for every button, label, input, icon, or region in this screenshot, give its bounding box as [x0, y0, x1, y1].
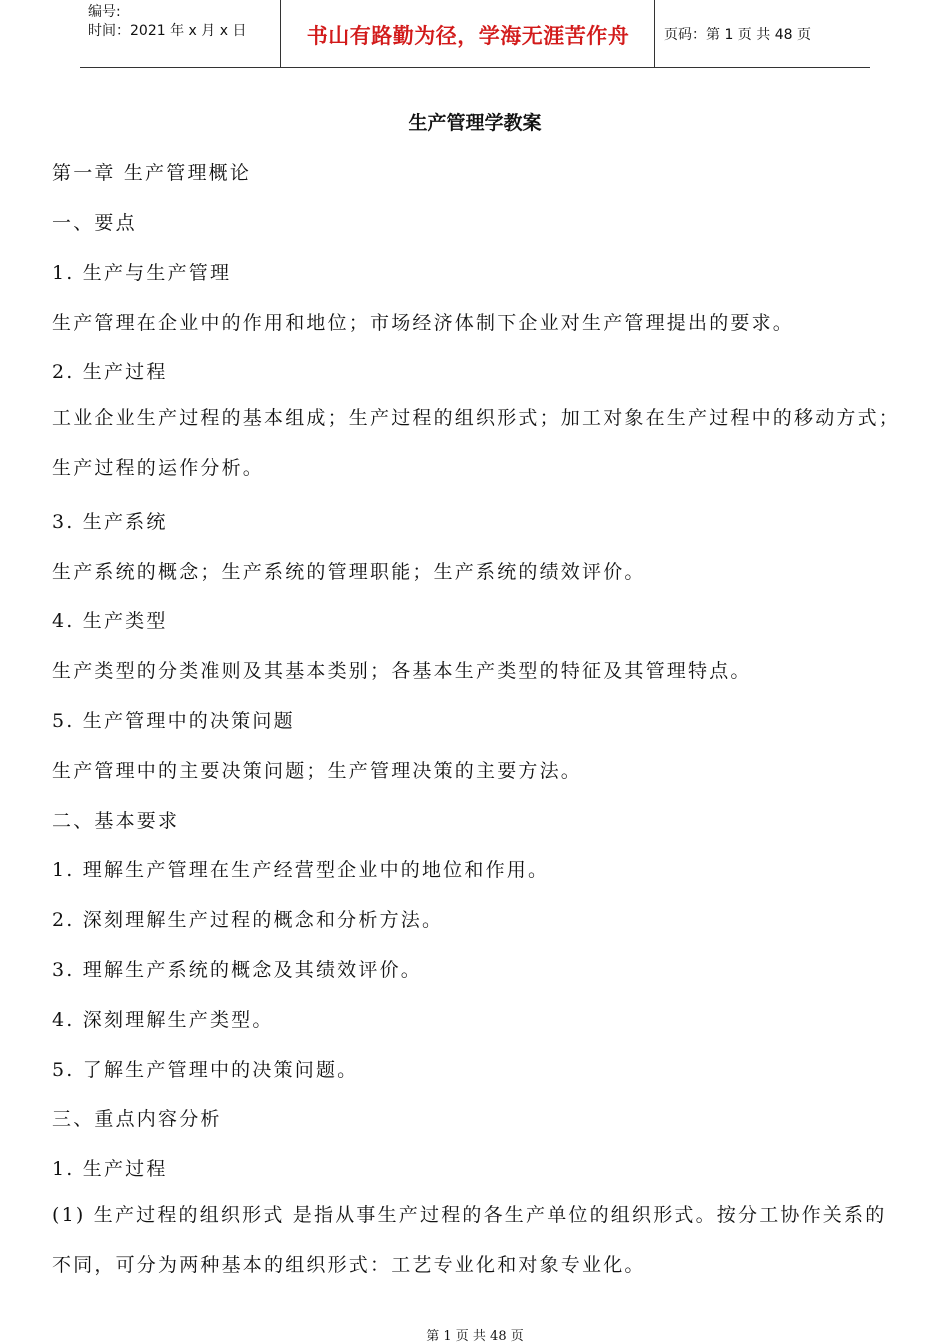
paragraph: 生产管理在企业中的作用和地位；市场经济体制下企业对生产管理提出的要求。: [52, 312, 795, 334]
list-item: 3. 理解生产系统的概念及其绩效评价。: [52, 959, 422, 981]
item-heading: 4. 生产类型: [52, 610, 168, 632]
paragraph: (1) 生产过程的组织形式 是指从事生产过程的各生产单位的组织形式。按分工协作关系的不同，可分为两种基本的组织形式：工艺专业化和对象专业化。: [52, 1204, 887, 1276]
paragraph: 生产管理中的主要决策问题；生产管理决策的主要方法。: [52, 760, 583, 782]
list-item: 1. 理解生产管理在生产经营型企业中的地位和作用。: [52, 859, 550, 881]
item-heading: 5. 生产管理中的决策问题: [52, 710, 295, 732]
header-page-info: 页码：第 1 页 共 48 页: [664, 27, 811, 43]
chapter-heading: 第一章 生产管理概论: [52, 162, 252, 184]
list-item: 5. 了解生产管理中的决策问题。: [52, 1059, 359, 1081]
list-item: 2. 深刻理解生产过程的概念和分析方法。: [52, 909, 444, 931]
item-heading: 1. 生产过程: [52, 1158, 168, 1180]
document-title: 生产管理学教案: [408, 112, 542, 134]
item-heading: 3. 生产系统: [52, 511, 168, 533]
header-motto: 书山有路勤为径，学海无涯苦作舟: [306, 24, 630, 48]
paragraph: 生产类型的分类准则及其基本类别；各基本生产类型的特征及其管理特点。: [52, 660, 752, 682]
paragraph: 生产系统的概念；生产系统的管理职能；生产系统的绩效评价。: [52, 561, 646, 583]
section-heading-1: 一、要点: [52, 212, 137, 234]
section-heading-3: 三、重点内容分析: [52, 1108, 222, 1130]
item-heading: 1. 生产与生产管理: [52, 262, 232, 284]
header-divider-left: [280, 0, 281, 68]
header-divider-right: [654, 0, 655, 68]
list-item: 4. 深刻理解生产类型。: [52, 1009, 274, 1031]
section-heading-2: 二、基本要求: [52, 810, 180, 832]
number-label: 编号:: [88, 4, 121, 20]
item-heading: 2. 生产过程: [52, 361, 168, 383]
page-footer: 第 1 页 共 48 页: [426, 1329, 524, 1344]
paragraph: 工业企业生产过程的基本组成；生产过程的组织形式；加工对象在生产过程中的移动方式；生产过程的运作分析。: [52, 407, 901, 479]
time-label: 时间：2021 年 x 月 x 日: [88, 23, 247, 39]
header-meta: [88, 3, 288, 41]
page-header: [80, 0, 870, 68]
